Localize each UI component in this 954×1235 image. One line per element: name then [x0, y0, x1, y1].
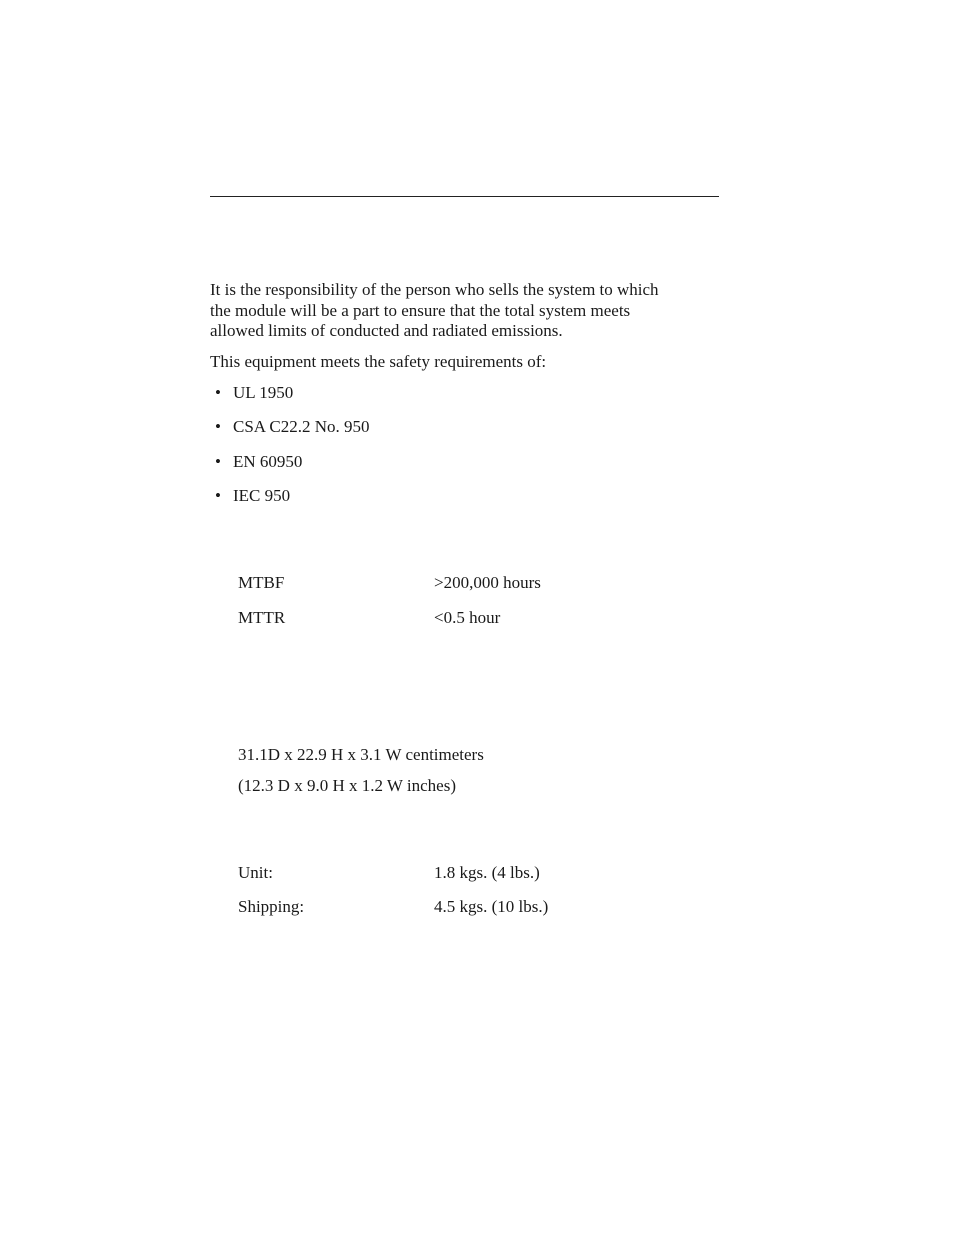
- bullet-icon: •: [215, 417, 221, 436]
- emissions-paragraph: [210, 280, 659, 342]
- list-item-label: UL 1950: [233, 383, 294, 402]
- emissions-line: It is the responsibility of the person who sells the system to which: [210, 280, 659, 299]
- dimensions-metric: 31.1D x 22.9 H x 3.1 W centimeters: [238, 745, 484, 764]
- bullet-icon: •: [215, 383, 221, 402]
- emissions-line: the module will be a part to ensure that the total system meets: [210, 300, 631, 320]
- safety-intro: This equipment meets the safety requirements of:: [210, 352, 547, 371]
- mttr-label: MTTR: [238, 608, 286, 627]
- unit-weight-value: 1.8 kgs. (4 lbs.): [434, 863, 540, 882]
- list-item-label: CSA C22.2 No. 950: [233, 417, 370, 436]
- emissions-line: allowed limits of conducted and radiated emissions.: [210, 321, 563, 340]
- shipping-weight-label: Shipping:: [238, 897, 305, 916]
- list-item-label: EN 60950: [233, 452, 303, 471]
- mtbf-label: MTBF: [238, 573, 285, 592]
- dimensions-imperial: (12.3 D x 9.0 H x 1.2 W inches): [238, 776, 456, 795]
- mtbf-value: >200,000 hours: [434, 573, 541, 592]
- shipping-weight-value: 4.5 kgs. (10 lbs.): [434, 897, 549, 916]
- mttr-value: <0.5 hour: [434, 608, 501, 627]
- header-rule: [210, 196, 719, 197]
- list-item-label: IEC 950: [233, 486, 291, 505]
- bullet-icon: •: [215, 486, 221, 505]
- unit-weight-label: Unit:: [238, 863, 273, 882]
- bullet-icon: •: [215, 452, 221, 471]
